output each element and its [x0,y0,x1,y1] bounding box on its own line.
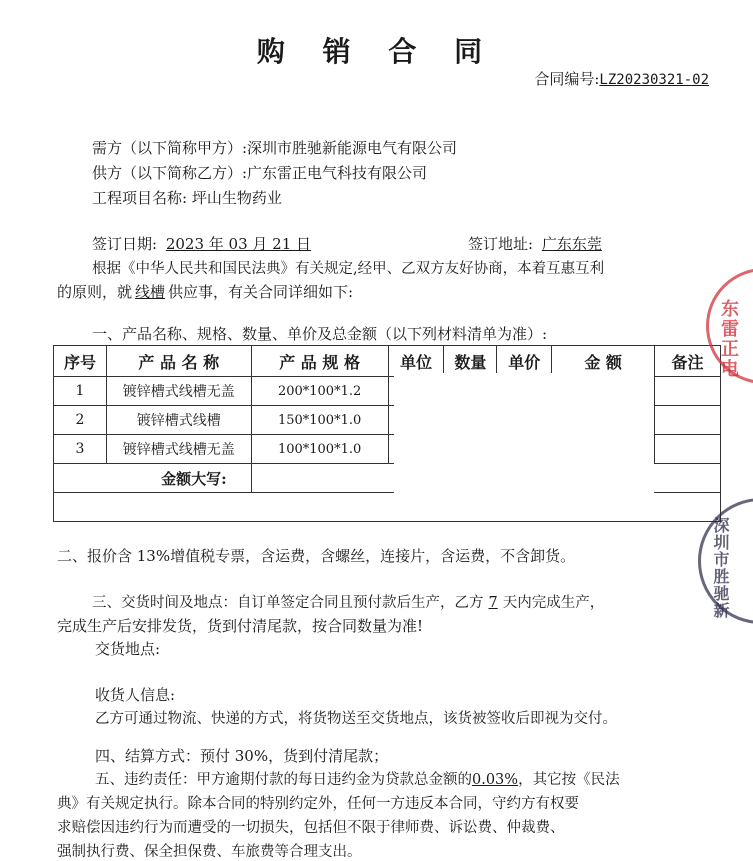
redaction-box [394,373,654,517]
section5-line-1 [95,768,620,789]
product-name: 镀锌槽式线槽无盖 [106,435,251,464]
product-name: 镀锌槽式线槽无盖 [106,377,251,406]
total-amount-label: 金额大写: [54,464,252,493]
sign-place-line [468,233,606,254]
intro-text-a: 的原则，就 [57,283,133,301]
seal-text: 东雷正电 [718,299,739,379]
row-number: 2 [54,406,107,435]
product-name: 镀锌槽式线槽 [106,406,251,435]
row-number: 1 [54,377,107,406]
product-spec: 150*100*1.0 [251,406,388,435]
sign-date-value: 2023 年 03 月 21 日 [165,235,312,253]
section5-text-b: ，其它按《民法 [518,772,620,788]
table-header-row [54,346,721,377]
penalty-rate: 0.03% [472,772,519,788]
col-header: 金 额 [552,346,655,377]
section4-line: 四、结算方式：预付 30%，货到付清尾款； [95,747,389,765]
sign-place-value: 广东东莞 [541,235,602,253]
project-line: 工程项目名称: 坪山生物药业 [92,189,282,207]
section3-line-1 [92,591,604,612]
col-header: 数量 [444,346,497,377]
col-header: 产 品 名 称 [106,346,251,377]
section1-heading: 一、产品名称、规格、数量、单价及总金额（以下列材料清单为准）: [92,325,548,343]
section3-text-a: 三、交货时间及地点：自订单签定合同且预付款后生产，乙方 [92,595,484,611]
product-spec: 200*100*1.2 [251,377,388,406]
page-title: 购 销 合 同 [256,35,497,68]
col-header: 产 品 规 格 [251,346,388,377]
contract-number [534,68,709,89]
intro-line-2 [57,281,353,302]
section5-line-2: 典》有关规定执行。除本合同的特别约定外，任何一方违反本合同，守约方有权要 [57,796,579,812]
section5-line-3: 求赔偿因违约行为而遭受的一切损失，包括但不限于律师费、诉讼费、仲裁费、 [57,820,565,836]
row-number: 3 [54,435,107,464]
intro-text-c: 供应事，有关合同详细如下: [168,283,354,301]
intro-product: 线槽 [135,283,166,301]
section5-line-4: 强制执行费、保全担保费、车旅费等合理支出。 [57,844,362,860]
delivery-place-label: 交货地点: [95,640,161,658]
receiver-label: 收货人信息: [95,686,176,704]
contract-number-value: LZ20230321-02 [599,72,709,88]
col-header: 单位 [388,346,444,377]
section3-text-b: 天内完成生产， [502,595,605,611]
buyer-line: 需方（以下简称甲方）:深圳市胜驰新能源电气有限公司 [92,139,458,157]
col-header: 备注 [655,346,721,377]
sign-place-label: 签订地址: [468,235,534,253]
col-header: 单价 [497,346,552,377]
delivery-days: 7 [488,595,498,611]
col-header: 序号 [54,346,107,377]
section2-line: 二、报价含 13%增值税专票，含运费，含螺丝，连接片，含运费，不含卸货。 [57,547,576,565]
contract-number-label: 合同编号: [534,70,600,88]
product-spec: 100*100*1.0 [251,435,388,464]
seller-line: 供方（以下简称乙方）:广东雷正电气科技有限公司 [92,164,428,182]
section5-text-a: 五、违约责任：甲方逾期付款的每日违约金为贷款总金额的 [95,772,472,788]
section3-line-2: 完成生产后安排发货，货到付清尾款，按合同数量为准! [57,617,424,635]
sign-date-label: 签订日期: [92,235,158,253]
sign-date-line [92,233,315,254]
seal-text-2: 深圳市胜驰新 [711,517,730,619]
delivery-method-line: 乙方可通过物流、快递的方式，将货物送至交货地点，该货被签收后即视为交付。 [95,711,617,727]
intro-line-1: 根据《中华人民共和国民法典》有关规定,经甲、乙双方友好协商，本着互惠互利 [92,261,605,277]
